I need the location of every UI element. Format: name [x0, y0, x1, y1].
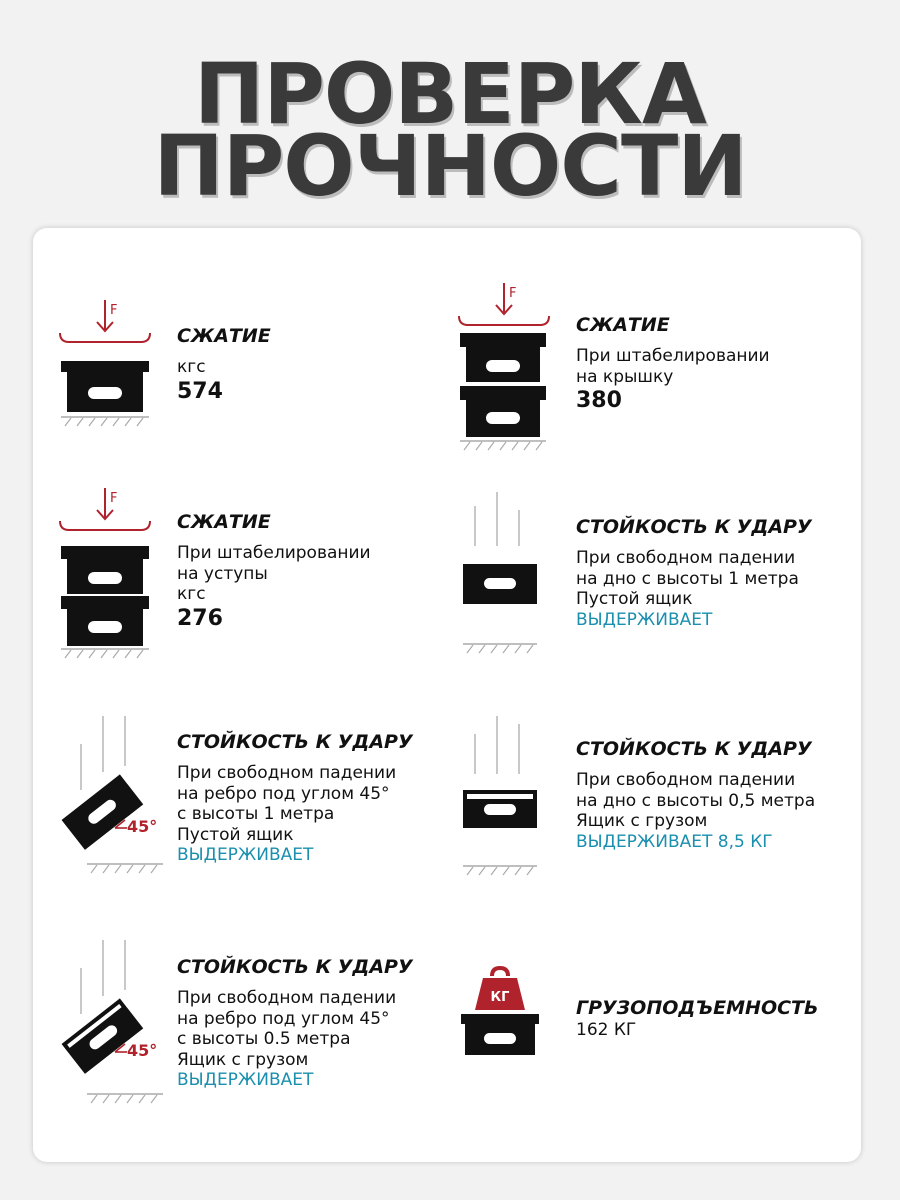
test-description: на ребро под углом 45° — [177, 783, 390, 804]
test-heading: СТОЙКОСТЬ К УДАРУ — [177, 956, 413, 978]
test-description: При штабелировании — [576, 346, 770, 366]
weight-label: КГ — [490, 990, 510, 1005]
falling-loaded-box-45-angle-icon — [57, 940, 177, 1108]
test-description: 162 КГ — [576, 1020, 637, 1040]
test-description: кгс — [177, 584, 206, 604]
test-description: на уступы — [177, 563, 268, 584]
svg-text:F: F — [110, 491, 118, 506]
test-item — [177, 511, 477, 633]
test-description: При свободном падении — [576, 770, 796, 790]
test-heading: СЖАТИЕ — [177, 325, 271, 347]
single-box-compression-icon — [57, 300, 153, 430]
test-item — [177, 731, 477, 866]
test-item — [177, 325, 477, 406]
test-description: Пустой ящик — [177, 824, 294, 845]
test-description: с высоты 1 метра — [177, 804, 335, 824]
test-description: При свободном падении — [576, 548, 796, 568]
test-description: При штабелировании — [177, 543, 371, 563]
falling-loaded-box-flat-icon — [459, 716, 541, 884]
box-with-weight-icon — [459, 966, 541, 1062]
test-heading: СТОЙКОСТЬ К УДАРУ — [576, 516, 812, 538]
force-label: F — [110, 303, 118, 318]
test-description: на ребро под углом 45° — [177, 1008, 390, 1029]
test-value: 276 — [177, 605, 223, 631]
test-description: с высоты 0.5 метра — [177, 1029, 351, 1049]
test-item — [177, 956, 477, 1091]
falling-box-45-angle-icon — [57, 716, 177, 884]
svg-text:F: F — [509, 286, 517, 301]
test-heading: СТОЙКОСТЬ К УДАРУ — [576, 738, 812, 760]
test-item — [576, 314, 876, 415]
test-heading: ГРУЗОПОДЪЕМНОСТЬ — [576, 997, 819, 1019]
test-heading: СТОЙКОСТЬ К УДАРУ — [177, 731, 413, 753]
test-heading: СЖАТИЕ — [177, 511, 271, 533]
test-item — [576, 516, 876, 631]
test-value: 574 — [177, 378, 223, 404]
test-description: на крышку — [576, 366, 674, 387]
test-status: ВЫДЕРЖИВАЕТ — [576, 609, 713, 630]
stacked-boxes-ledge-compression-icon — [57, 488, 153, 660]
test-item — [576, 738, 876, 853]
page-title-line-1: ПРОВЕРКА — [194, 45, 706, 143]
tests-card — [33, 228, 861, 1162]
angle-label: 45° — [127, 817, 158, 836]
stacked-boxes-lid-compression-icon — [456, 283, 552, 453]
test-item — [576, 997, 876, 1041]
test-description: на дно с высоты 1 метра — [576, 568, 799, 589]
test-description: При свободном падении — [177, 988, 397, 1008]
test-description: кгс — [177, 357, 206, 377]
test-description: Ящик с грузом — [576, 811, 708, 831]
test-status: ВЫДЕРЖИВАЕТ 8,5 КГ — [576, 831, 773, 852]
test-heading: СЖАТИЕ — [576, 314, 670, 336]
page-title-line-2: ПРОЧНОСТИ — [153, 117, 747, 215]
angle-label: 45° — [127, 1041, 158, 1060]
test-description: Ящик с грузом — [177, 1049, 309, 1070]
test-description: Пустой ящик — [576, 589, 693, 609]
test-status: ВЫДЕРЖИВАЕТ — [177, 1070, 314, 1090]
test-status: ВЫДЕРЖИВАЕТ — [177, 845, 314, 865]
test-description: на дно с высоты 0,5 метра — [576, 790, 816, 811]
falling-box-flat-icon — [459, 492, 541, 660]
test-description: При свободном падении — [177, 763, 397, 783]
test-value: 380 — [576, 388, 622, 413]
